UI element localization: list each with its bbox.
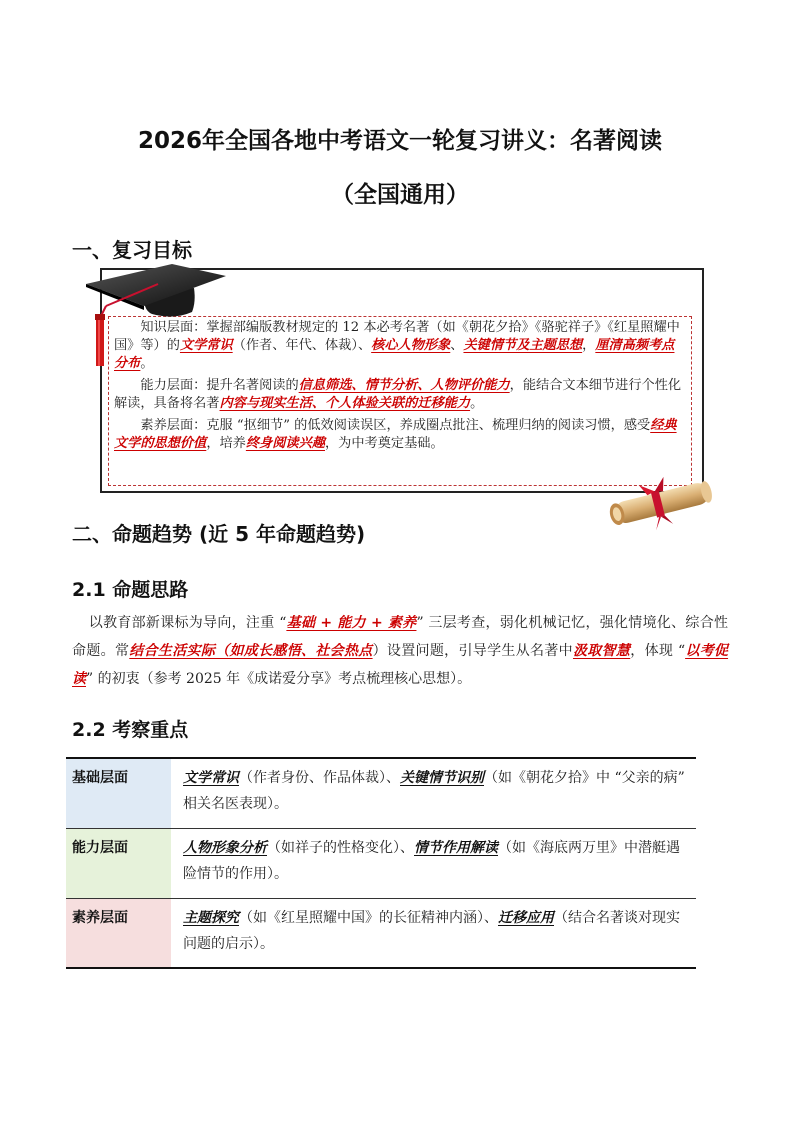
table-row xyxy=(66,758,696,828)
page-subtitle: （全国通用） xyxy=(331,182,469,208)
goal-literacy: 素养层面：克服 “抠细节” 的低效阅读误区，养成圈点批注、梳理归纳的阅读习惯，感受经典文学的思想价值，培养终身阅读兴趣，为中考奠定基础。 xyxy=(114,418,677,451)
approach-paragraph: 以教育部新课标为导向，注重 “基础 + 能力 + 素养” 三层考查，弱化机械记忆，强化情境化、综合性命题。常结合生活实际（如成长感悟、社会热点）设置问题，引导学生从名著中汲取智慧，体现 “以考促读” 的初衷（参考 2025 年《成诺爱分享》考点梳理核心思想）。 xyxy=(72,615,729,687)
content-cell: 主题探究（如《红星照耀中国》的长征精神内涵）、迁移应用（结合名著谈对现实问题的启示）。 xyxy=(171,898,696,968)
content-cell: 人物形象分析（如祥子的性格变化）、情节作用解读（如《海底两万里》中潜艇遇险情节的作用）。 xyxy=(171,828,696,898)
subsection-heading-approach: 2.1 命题思路 xyxy=(72,579,189,601)
goal-ability: 能力层面：提升名著阅读的信息筛选、情节分析、人物评价能力，能结合文本细节进行个性化解读，具备将名著内容与现实生活、个人体验关联的迁移能力。 xyxy=(114,378,682,411)
focus-table xyxy=(66,757,696,969)
subsection-heading-focus: 2.2 考察重点 xyxy=(72,719,189,741)
table-row xyxy=(66,898,696,968)
goal-knowledge: 知识层面：掌握部编版教材规定的 12 本必考名著（如《朝花夕拾》《骆驼祥子》《红星照耀中国》等）的文学常识（作者、年代、体裁）、核心人物形象、关键情节及主题思想，厘清高频考点分布。 xyxy=(114,320,680,371)
page-title: 2026年全国各地中考语文一轮复习讲义：名著阅读 xyxy=(137,128,662,154)
table-row xyxy=(66,828,696,898)
diploma-scroll-icon xyxy=(604,474,720,532)
section-heading-goals: 一、复习目标 xyxy=(72,238,192,262)
section-heading-trends: 二、命题趋势 (近 5 年命题趋势) xyxy=(72,522,366,546)
level-cell: 基础层面 xyxy=(66,758,171,828)
level-cell: 能力层面 xyxy=(66,828,171,898)
level-cell: 素养层面 xyxy=(66,898,171,968)
content-cell: 文学常识（作者身份、作品体裁）、关键情节识别（如《朝花夕拾》中 “父亲的病” 相关名医表现）。 xyxy=(171,758,696,828)
